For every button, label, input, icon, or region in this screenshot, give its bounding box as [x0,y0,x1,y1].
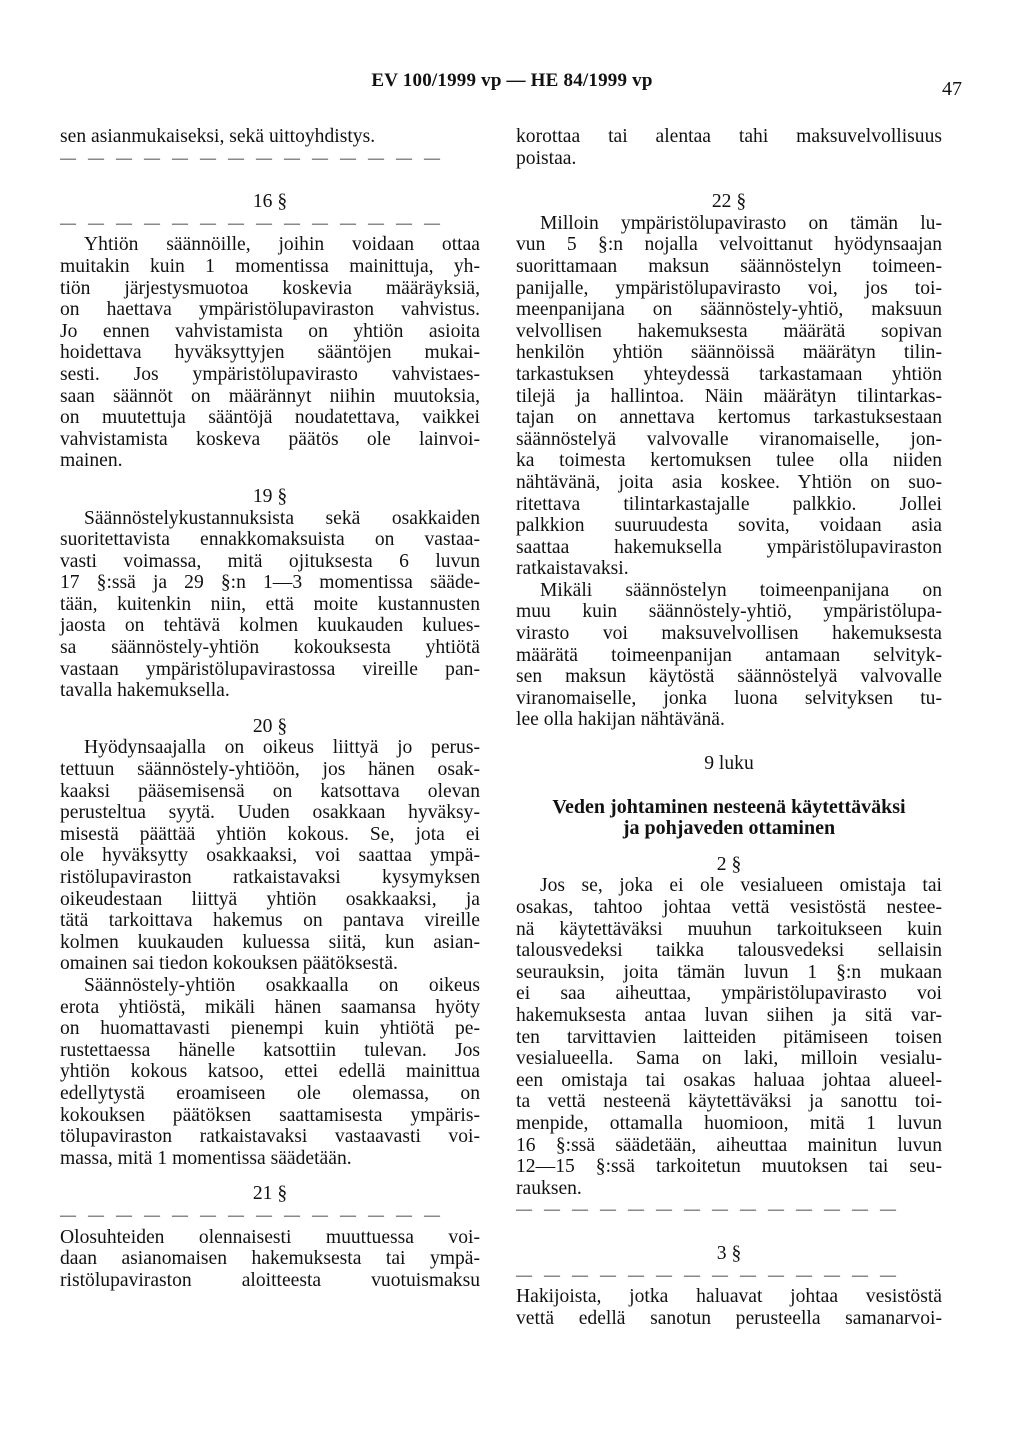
right-intro [516,126,942,169]
section-21-text [60,1227,480,1292]
text-line: ka toimesta kertomuksen tulee olla niiden [516,450,942,472]
chapter-title-line-1: Veden johtaminen nesteenä käytettäväksi [552,795,906,818]
text-line: vesialueella. Sama on laki, milloin vesialu- [516,1048,942,1070]
running-header: EV 100/1999 vp — HE 84/1999 vp [371,70,653,91]
right-column [516,126,942,1329]
text-line: seurauksin, joita tämän luvun 1 §:n mukaan [516,961,942,983]
section-22-heading: 22 § [711,191,747,213]
text-line: yhtiön kokous katsoo, ettei edellä mainittua [60,1061,480,1083]
section-21-heading: 21 § [252,1183,288,1205]
text-line: Hakijoista, jotka haluavat johtaa vesistöstä [516,1286,942,1308]
text-line: rauksen. [516,1177,582,1199]
section-3-text [516,1286,942,1329]
section-20-paragraph-2 [60,975,480,1169]
text-line: on haettava ympäristölupaviraston vahvistus. [60,299,480,321]
text-line: panijalle, ympäristölupavirasto voi, jos toi- [516,277,942,299]
text-line: ole hyväksytty osakkaaksi, voi saattaa ympä- [60,845,480,867]
text-line: massa, mitä 1 momentissa säädetään. [60,1147,352,1169]
text-line: ristölupaviraston ratkaistavaksi kysymyksen [60,867,480,888]
left-intro [60,126,480,148]
text-line: tätä tarkoittava hakemus on pantava vireille [60,910,480,932]
text-line: menpide, ottamalla huomioon, mitä 1 luvun [516,1112,942,1134]
section-22-paragraph-2 [516,580,942,731]
text-line: Jo ennen vahvistamista on yhtiön asioita [60,320,480,342]
text-line: daan asianomaisen hakemuksesta tai ympä- [60,1248,480,1270]
section-2-text [516,875,942,1199]
text-line: säännöstelyä valvovalle viranomaiselle, jon- [516,428,942,450]
text-line: vastaan ympäristölupavirastossa vireille pan- [60,658,480,680]
section-3-heading: 3 § [716,1242,742,1264]
text-line: on muutettuja sääntöjä noudatettava, vaikkei [60,407,480,429]
text-line: talousvedeksi taikka talousvedeksi sellaisin [516,940,942,962]
text-line: velvollisen hakemuksesta määrätä sopivan [516,320,942,342]
section-16-text [60,234,480,472]
section-20-heading: 20 § [252,715,288,737]
left-column [60,126,480,1291]
section-16-heading: 16 § [252,191,288,213]
text-line: oikeudestaan liittyä yhtiön osakkaaksi, ja [60,888,480,910]
chapter-title-line-2: ja pohjaveden ottaminen [622,817,836,840]
text-line: 17 §:ssä ja 29 §:n 1—3 momentissa sääde- [60,572,480,594]
text-line: saan säännöt on määrännyt niihin muutoksia, [60,385,480,407]
text-line: sen maksun käytöstä säännöstelyä valvovalle [516,666,942,688]
text-line: vettä edellä sanotun perusteella samanarvoi- [516,1307,942,1329]
text-line: vun 5 §:n nojalla velvoittanut hyödynsaajan [516,234,942,256]
text-line: henkilön yhtiön säännöissä määrätyn tilin- [516,342,942,364]
text-line: hoidettava hyväksyttyjen sääntöjen mukai- [60,342,480,364]
text-line: virasto voi maksuvelvollisen hakemuksesta [516,623,942,645]
text-line: muu kuin säännöstely-yhtiö, ympäristölupa- [516,601,942,623]
text-line: tölupaviraston ratkaistavaksi vastaavasti voi- [60,1126,480,1148]
text-line: kolmen kuukauden kuluessa siitä, kun asian- [60,931,480,953]
text-line: Milloin ympäristölupavirasto on tämän lu- [540,212,942,234]
text-line: poistaa. [516,147,577,169]
text-line: Säännöstely-yhtiön osakkaalla on oikeus [84,974,480,996]
text-line: omainen sai tiedon kokouksen päätöksestä. [60,953,398,975]
text-line: osakas, tahtoo johtaa vettä vesistöstä nestee- [516,897,942,918]
text-line: nä käytettäväksi muuhun tarkoitukseen kuin [516,918,942,940]
text-line: mainen. [60,450,123,472]
text-line: nähtävänä, joita asia koskee. Yhtiön on suo- [516,471,942,493]
text-line: sa säännöstely-yhtiön kokouksesta yhtiötä [60,637,480,659]
text-line: erota yhtiöstä, mikäli hänen saamansa hyöty [60,996,480,1018]
section-22-paragraph-1 [516,213,942,580]
text-line: on huomattavasti pienempi kuin yhtiötä pe- [60,1018,480,1040]
section-19-text [60,508,480,702]
text-line: sesti. Jos ympäristölupavirasto vahvistaes- [60,363,480,385]
text-line: lee olla hakijan nähtävänä. [516,709,725,731]
text-line: kaaksi pääsemisensä on katsottava olevan [60,780,480,802]
section-20-paragraph-1 [60,737,480,975]
text-line: tajan on annettava kertomus tarkastuksestaan [516,407,942,429]
text-line: Hyödynsaajalla on oikeus liittyä jo perus- [84,737,480,759]
text-line: ten tarvittavien laitteiden pitämiseen toisen [516,1026,942,1048]
text-line: tiön järjestysmuotoa koskevia määräyksiä, [60,277,480,299]
section-2-heading: 2 § [716,853,742,875]
text-line: kokouksen päätöksen saattamisesta ympäris- [60,1104,480,1126]
text-line: Jos se, joka ei ole vesialueen omistaja tai [540,875,942,897]
text-line: perusteltua syytä. Uuden osakkaan hyväksy- [60,802,480,824]
text-line: tavalla hakemuksella. [60,680,230,702]
text-line: Yhtiön säännöille, joihin voidaan ottaa [84,234,480,256]
text-line: viranomaiselle, jonka luona selvityksen tu- [516,687,942,709]
text-line: hakemuksesta antaa luvan siihen ja sitä var- [516,1004,942,1026]
text-line: saattaa hakemuksella ympäristölupaviraston [516,536,942,558]
text-line: vahvistamista koskeva päätös ole lainvoi- [60,428,480,450]
chapter-number: 9 luku [704,753,754,775]
text-line: misestä päättää yhtiön kokous. Se, jota ei [60,823,480,845]
text-line: ei saa aiheuttaa, ympäristölupavirasto voi [516,983,942,1005]
text-line: tettuun säännöstely-yhtiöön, jos hänen osak- [60,759,480,781]
text-line: vasti voimassa, mitä ojituksesta 6 luvun [60,550,480,572]
text-line: sen asianmukaiseksi, sekä uittoyhdistys. [60,126,376,147]
text-line: edellytystä eroamiseen ole olemassa, on [60,1082,480,1104]
text-line: ristölupaviraston aloitteesta vuotuismaksu [60,1269,480,1291]
text-line: 16 §:ssä säädetään, aiheuttaa mainitun luvun [516,1134,942,1156]
omission-dashes: — — — — — — — — — — — — — — [60,149,444,167]
text-line: ratkaistavaksi. [516,558,629,580]
text-line: tilejä ja hallintoa. Näin määrätyn tilintarkas- [516,385,942,407]
text-line: ta vettä nesteenä käytettäväksi ja sanottu toi- [516,1091,942,1113]
text-line: jaosta on tehtävä kolmen kuukauden kulues- [60,615,480,637]
text-line: 12—15 §:ssä tarkoitetun muutoksen tai seu- [516,1156,942,1178]
text-line: korottaa tai alentaa tahi maksuvelvollisuus [516,126,942,147]
omission-dashes: — — — — — — — — — — — — — — [60,214,444,232]
text-line: Olosuhteiden olennaisesti muuttuessa voi- [60,1226,480,1248]
page-number: 47 [942,78,962,100]
omission-dashes: — — — — — — — — — — — — — — [516,1201,900,1219]
text-line: määrätä toimeenpanijan antamaan selvityk- [516,644,942,666]
text-line: meenpanijana on säännöstely-yhtiö, maksuun [516,299,942,321]
section-19-heading: 19 § [252,485,288,507]
text-line: Mikäli säännöstelyn toimeenpanijana on [540,579,942,601]
text-line: suoritettavista ennakkomaksuista on vastaa- [60,529,480,551]
text-line: ritettava tilintarkastajalle palkkio. Jollei [516,493,942,515]
text-line: suorittamaan maksun säännöstelyn toimeen- [516,255,942,277]
text-line: rustettaessa hänelle katsottiin tulevan. Jos [60,1039,480,1061]
text-line: Säännöstelykustannuksista sekä osakkaiden [84,507,480,529]
text-line: een omistaja tai osakas haluaa johtaa alueel- [516,1069,942,1091]
text-line: palkkion suuruudesta sovita, voidaan asia [516,515,942,537]
text-line: muitakin kuin 1 momentissa mainittuja, yh- [60,255,480,277]
omission-dashes: — — — — — — — — — — — — — — [516,1266,900,1284]
text-line: tään, kuitenkin niin, että moite kustannusten [60,593,480,615]
omission-dashes: — — — — — — — — — — — — — — [60,1206,444,1224]
text-line: tarkastuksen yhteydessä tarkastamaan yhtiön [516,363,942,385]
